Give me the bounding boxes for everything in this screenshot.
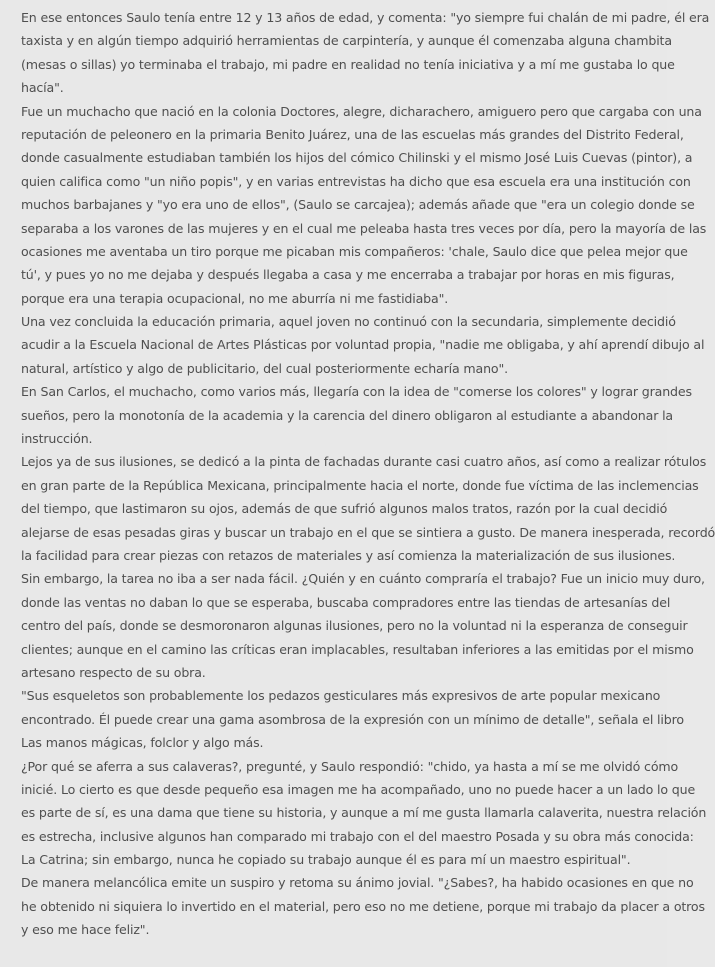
text-line: es parte de sí, es una dama que tiene su historia, y aunque a mí me gusta llamarla calaverita, nuestra relación	[21, 805, 707, 821]
article-body	[21, 6, 715, 942]
text-line: De manera melancólica emite un suspiro y retoma su ánimo jovial. "¿Sabes?, ha habido ocasiones en que no	[21, 875, 694, 891]
text-line: Fue un muchacho que nació en la colonia Doctores, alegre, dicharachero, amiguero pero que cargaba con una	[21, 103, 702, 119]
text-line: La Catrina; sin embargo, nunca he copiado su trabajo aunque él es para mí un maestro espiritual".	[21, 852, 631, 868]
text-line: quien califica como "un niño popis", y en varias entrevistas ha dicho que esa escuela era una institución con	[21, 173, 691, 189]
text-line: ocasiones me aventaba un tiro porque me picaban mis compañeros: 'chale, Saulo dice que pelea mejor que	[21, 243, 688, 259]
text-line: instrucción.	[21, 431, 93, 447]
text-line: acudir a la Escuela Nacional de Artes Plásticas por voluntad propia, "nadie me obligaba, y ahí aprendí dibujo al	[21, 337, 705, 353]
text-line: centro del país, donde se desmoronaron algunas ilusiones, pero no la voluntad ni la esperanza de conseguir	[21, 618, 688, 634]
text-line: Lejos ya de sus ilusiones, se dedicó a la pinta de fachadas durante casi cuatro años, así como a realizar rótulos	[21, 454, 707, 470]
text-line: Una vez concluida la educación primaria, aquel joven no continuó con la secundaria, simplemente decidió	[21, 314, 676, 330]
text-line: he obtenido ni siquiera lo invertido en el material, pero eso no me detiene, porque mi trabajo da placer a otros	[21, 898, 705, 914]
text-line: natural, artístico y algo de publicitario, del cual posteriormente echaría mano".	[21, 360, 508, 376]
text-line: En ese entonces Saulo tenía entre 12 y 13 años de edad, y comenta: "yo siempre fui chalán de mi padre, él era	[21, 10, 710, 25]
text-line: inicié. Lo cierto es que desde pequeño esa imagen me ha acompañado, uno no puede hacer a un lado lo que	[21, 781, 696, 797]
text-line: alejarse de esas pesadas giras y buscar un trabajo en el que se sintiera a gusto. De manera inesperada, recordó	[21, 524, 715, 540]
text-line: muchos barbajanes y "yo era uno de ellos", (Saulo se carcajea); además añade que "era un colegio donde se	[21, 197, 695, 213]
text-line: separaba a los varones de las mujeres y en el cual me peleaba hasta tres veces por día, pero la mayoría de las	[21, 220, 707, 236]
text-line: tú', y pues yo no me dejaba y después llegaba a casa y me encerraba a trabajar por horas en mis figuras,	[21, 267, 675, 283]
text-line: la facilidad para crear piezas con retazos de materiales y así comienza la materialización de sus ilusiones.	[21, 547, 676, 563]
text-line: (mesas o sillas) yo terminaba el trabajo, mi padre en realidad no tenía iniciativa y a mí me gustaba lo que	[21, 56, 675, 72]
text-line: artesano respecto de su obra.	[21, 664, 206, 680]
text-line: "Sus esqueletos son probablemente los pedazos gesticulares más expresivos de arte popular mexicano	[21, 688, 661, 704]
text-line: donde casualmente estudiaban también los hijos del cómico Chilinski y el mismo José Luis Cuevas (pintor), a	[21, 150, 693, 166]
text-line: ¿Por qué se aferra a sus calaveras?, pregunté, y Saulo respondió: "chido, ya hasta a mí se me olvidó cómo	[21, 758, 679, 774]
text-line: taxista y en algún tiempo adquirió herramientas de carpintería, y aunque él comenzaba alguna chambita	[21, 33, 672, 49]
text-line: y eso me hace feliz".	[21, 922, 150, 938]
text-line: en gran parte de la República Mexicana, principalmente hacia el norte, donde fue víctima de las inclemencias	[21, 477, 699, 493]
text-line: En San Carlos, el muchacho, como varios más, llegaría con la idea de "comerse los colores" y lograr grandes	[21, 384, 692, 400]
text-line: clientes; aunque en el camino las críticas eran implacables, resultaban inferiores a las emitidas por el mismo	[21, 641, 694, 657]
text-line: encontrado. Él puede crear una gama asombrosa de la expresión con un mínimo de detalle", señala el libro	[21, 711, 684, 727]
text-line: reputación de peleonero en la primaria Benito Juárez, una de las escuelas más grandes del Distrito Federal,	[21, 126, 684, 142]
text-line: del tiempo, que lastimaron su ojos, además de que sufrió algunos malos tratos, razón por la cual decidió	[21, 501, 668, 517]
text-line: sueños, pero la monotonía de la academia y la carencia del dinero obligaron al estudiante a abandonar la	[21, 407, 673, 423]
text-line: Sin embargo, la tarea no iba a ser nada fácil. ¿Quién y en cuánto compraría el trabajo? Fue un inicio muy duro,	[21, 571, 705, 587]
text-line: Las manos mágicas, folclor y algo más.	[21, 735, 264, 751]
text-line: es estrecha, inclusive algunos han comparado mi trabajo con el del maestro Posada y su obra más conocida:	[21, 828, 694, 844]
text-line: hacía".	[21, 80, 64, 96]
text-line: porque era una terapia ocupacional, no me aburría ni me fastidiaba".	[21, 290, 449, 306]
text-line: donde las ventas no daban lo que se esperaba, buscaba compradores entre las tiendas de artesanías del	[21, 594, 671, 610]
